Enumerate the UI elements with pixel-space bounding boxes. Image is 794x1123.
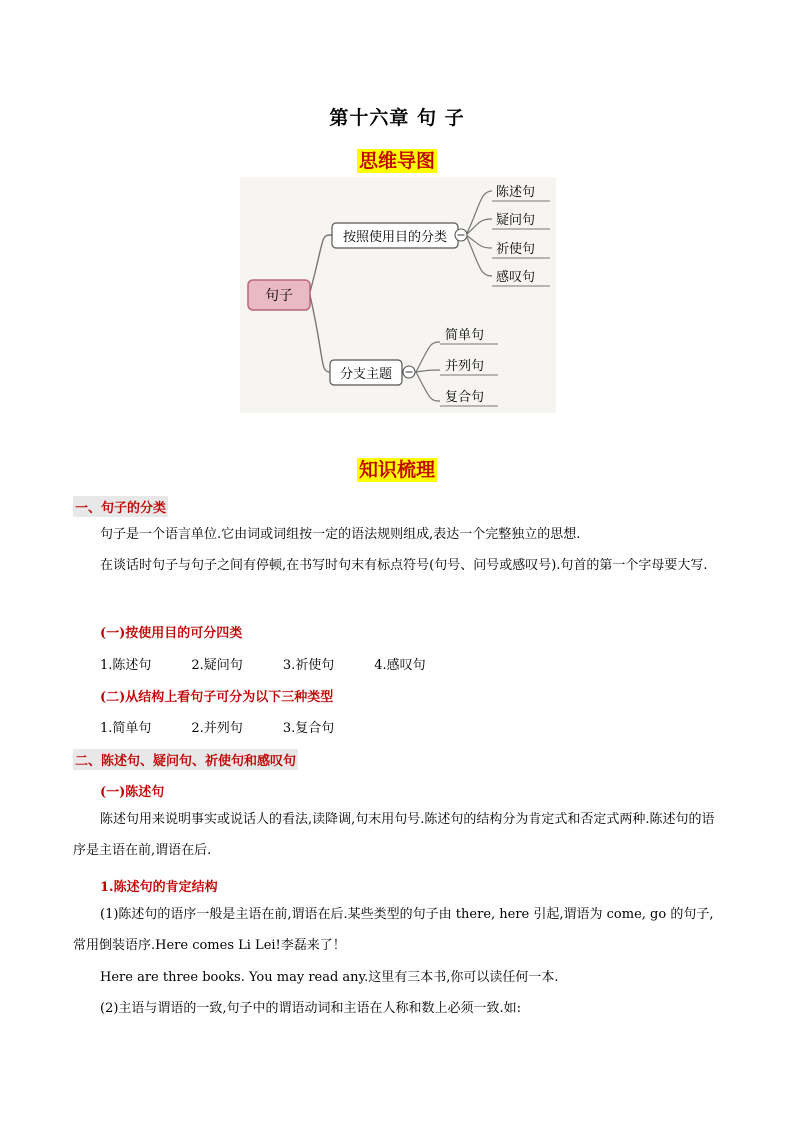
section2-paragraph2: (1)陈述句的语序一般是主语在前,谓语在后.某些类型的句子由 there, here 引起,谓语为 come, go 的句子,常用倒装语序.Here comes Li Lei!李磊来了！ bbox=[73, 907, 714, 953]
section2-subheading1: (一)陈述句 bbox=[100, 785, 165, 800]
section2-heading: 二、陈述句、疑问句、祈使句和感叹句 bbox=[73, 749, 298, 770]
section1-heading: 一、句子的分类 bbox=[73, 496, 168, 517]
section2-subheading2: 1.陈述句的肯定结构 bbox=[100, 880, 218, 895]
knowledge-title: 知识梳理 bbox=[358, 459, 435, 481]
mindmap-diagram bbox=[240, 177, 556, 413]
leaf-declarative: 陈述句 bbox=[496, 185, 536, 200]
section1-subheading1: (一)按使用目的可分四类 bbox=[100, 626, 243, 641]
leaf-compound: 并列句 bbox=[445, 359, 485, 374]
list-item: 4.感叹句 bbox=[374, 658, 426, 673]
section1-subheading2: (二)从结构上看句子可分为以下三种类型 bbox=[100, 690, 334, 705]
list-item: 1.陈述句 bbox=[100, 658, 152, 673]
list-item: 2.疑问句 bbox=[191, 658, 243, 673]
list-item: 3.复合句 bbox=[282, 721, 335, 736]
section1-list1 bbox=[100, 654, 466, 673]
mindmap-title: 思维导图 bbox=[358, 150, 435, 172]
list-item: 1.简单句 bbox=[100, 721, 152, 736]
mindmap-title-wrap bbox=[0, 146, 794, 173]
chapter-title: 第十六章 句 子 bbox=[329, 107, 465, 129]
knowledge-title-wrap bbox=[0, 455, 794, 482]
section2-paragraph1: 陈述句用来说明事实或说话人的看法,读降调,句末用句号.陈述句的结构分为肯定式和否定式两种.陈述句的语序是主语在前,谓语在后. bbox=[73, 812, 715, 858]
list-item: 2.并列句 bbox=[191, 721, 243, 736]
section1-paragraph2: 在谈话时句子与句子之间有停顿,在书写时句末有标点符号(句号、问号或感叹号).句首的第一个字母要大写. bbox=[100, 558, 708, 573]
leaf-exclamatory: 感叹句 bbox=[496, 270, 536, 285]
leaf-complex: 复合句 bbox=[445, 390, 485, 405]
root-node-label: 句子 bbox=[265, 288, 293, 304]
branch-node-subtopic-label: 分支主题 bbox=[339, 367, 393, 382]
list-item: 3.祈使句 bbox=[282, 658, 335, 673]
section1-list2 bbox=[100, 717, 374, 736]
section2-paragraph3: Here are three books. You may read any.这里有三本书,你可以读任何一本. bbox=[100, 970, 559, 985]
section1-paragraph1: 句子是一个语言单位.它由词或词组按一定的语法规则组成,表达一个完整独立的思想. bbox=[100, 527, 581, 542]
leaf-interrogative: 疑问句 bbox=[496, 213, 536, 228]
branch-node-purpose-label: 按照使用目的分类 bbox=[342, 230, 448, 245]
leaf-simple: 简单句 bbox=[445, 328, 485, 343]
leaf-imperative: 祈使句 bbox=[496, 242, 536, 257]
section2-paragraph4: (2)主语与谓语的一致,句子中的谓语动词和主语在人称和数上必须一致.如: bbox=[100, 1001, 522, 1016]
mindmap-svg bbox=[240, 177, 556, 413]
